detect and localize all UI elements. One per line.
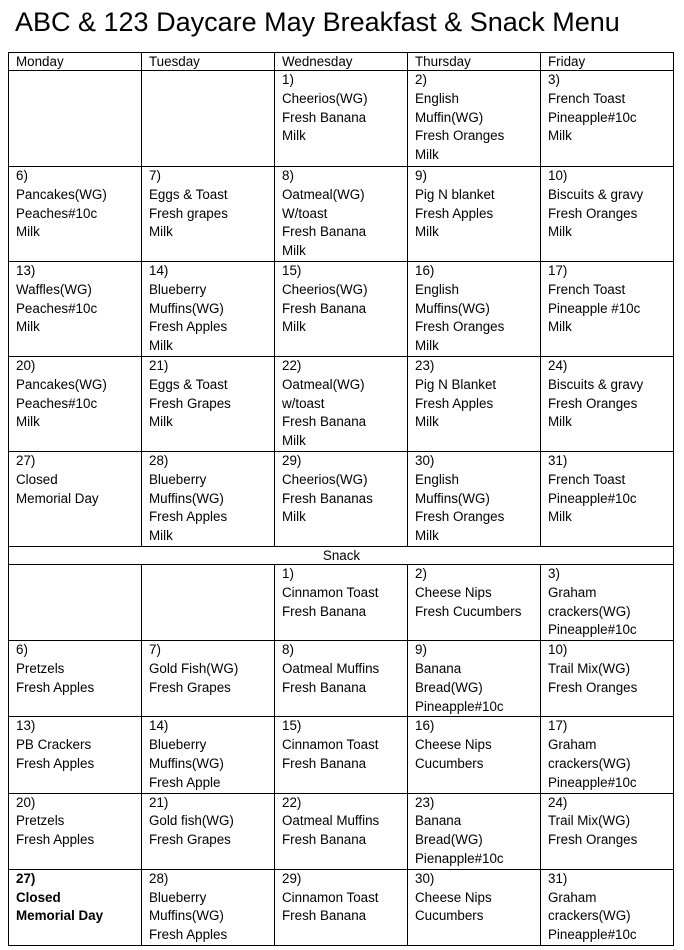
menu-item-text: Pretzels	[16, 813, 65, 829]
menu-cell	[275, 71, 408, 167]
menu-item-text: Cinnamon Toast	[282, 737, 379, 753]
menu-item-text: 16)	[415, 263, 435, 278]
menu-item-text: Fresh Banana	[282, 224, 367, 240]
menu-item-text: Muffins(WG)	[149, 300, 224, 316]
menu-item-text: Milk	[149, 338, 173, 354]
menu-item-text: Peaches#10c	[16, 205, 98, 221]
menu-cell	[541, 717, 674, 793]
menu-item-text: Biscuits & gravy	[548, 186, 644, 202]
menu-item-text: Pig N blanket	[415, 186, 495, 202]
menu-item-text: 28)	[149, 870, 169, 886]
menu-item-text: Fresh Oranges	[415, 128, 505, 144]
menu-item-text: Memorial Day	[16, 908, 104, 924]
menu-item-text: Milk	[548, 319, 572, 335]
column-header: Monday	[9, 53, 142, 71]
menu-item-text: crackers(WG)	[548, 908, 631, 924]
menu-item-text: Eggs & Toast	[149, 186, 228, 202]
header-row	[9, 53, 674, 71]
breakfast-row	[9, 167, 674, 262]
menu-item-text: 8)	[282, 642, 294, 658]
menu-item-text: Cinnamon Toast	[282, 889, 379, 905]
menu-item-text: 7)	[149, 642, 161, 658]
menu-cell	[541, 357, 674, 452]
menu-item-text: Cheerios(WG)	[282, 90, 368, 106]
menu-item-text: 31)	[548, 453, 568, 468]
menu-cell	[9, 793, 142, 869]
breakfast-row	[9, 71, 674, 167]
menu-item-text: 8)	[282, 168, 294, 183]
menu-cell	[408, 262, 541, 357]
menu-item-text: Fresh Oranges	[548, 395, 638, 411]
menu-cell	[9, 71, 142, 167]
menu-item-text: Peaches#10c	[16, 395, 98, 411]
menu-item-text: 27)	[16, 453, 36, 468]
menu-item-text: 13)	[16, 718, 36, 734]
menu-item-text: Fresh Apples	[149, 927, 228, 943]
menu-item-text: Fresh Oranges	[548, 679, 638, 695]
snack-row	[9, 717, 674, 793]
column-header: Wednesday	[275, 53, 408, 71]
menu-item-text: Fresh Apples	[149, 319, 228, 335]
menu-cell	[142, 452, 275, 547]
snack-row	[9, 565, 674, 641]
menu-item-text: Milk	[149, 414, 173, 430]
menu-item-text: Milk	[16, 319, 40, 335]
menu-item-text: 29)	[282, 453, 302, 468]
menu-item-text: Fresh Apples	[415, 395, 494, 411]
menu-item-text: Fresh Grapes	[149, 832, 231, 848]
menu-item-text: Graham	[548, 584, 597, 600]
menu-item-text: Pancakes(WG)	[16, 376, 107, 392]
menu-item-text: Blueberry	[149, 281, 207, 297]
menu-item-text: English	[415, 90, 459, 106]
menu-cell	[408, 641, 541, 717]
menu-cell	[275, 357, 408, 452]
menu-item-text: Milk	[282, 433, 306, 449]
menu-cell	[9, 452, 142, 547]
menu-item-text: Fresh Banana	[282, 755, 367, 771]
menu-item-text: Waffles(WG)	[16, 281, 92, 297]
menu-item-text: 20)	[16, 794, 36, 810]
menu-item-text: 1)	[282, 566, 294, 581]
menu-item-text: Fresh Cucumbers	[415, 603, 522, 619]
menu-item-text: Memorial Day	[16, 490, 99, 506]
menu-cell	[541, 869, 674, 945]
snack-row	[9, 641, 674, 717]
menu-item-text: Fresh Apples	[16, 755, 95, 771]
menu-cell	[275, 641, 408, 717]
menu-item-text: Blueberry	[149, 471, 207, 487]
menu-item-text: Oatmeal(WG)	[282, 186, 365, 202]
menu-item-text: Eggs & Toast	[149, 376, 228, 392]
menu-item-text: Muffins(WG)	[149, 908, 224, 924]
menu-item-text: Oatmeal Muffins	[282, 660, 380, 676]
menu-cell	[275, 869, 408, 945]
menu-item-text: Pineapple#10c	[548, 109, 637, 125]
menu-item-text: Blueberry	[149, 737, 207, 753]
menu-item-text: Fresh Oranges	[415, 319, 505, 335]
menu-item-text: Fresh Apples	[16, 832, 95, 848]
menu-item-text: w/toast	[282, 395, 325, 411]
menu-item-text: Cucumbers	[415, 908, 484, 924]
menu-item-text: Cheerios(WG)	[282, 471, 368, 487]
menu-item-text: Cucumbers	[415, 755, 484, 771]
snack-section-label: Snack	[9, 547, 674, 565]
menu-item-text: Fresh Apple	[149, 774, 221, 790]
menu-item-text: 2)	[415, 566, 427, 581]
menu-cell	[541, 452, 674, 547]
menu-item-text: Pineapple#10c	[415, 698, 504, 714]
menu-item-text: 6)	[16, 642, 28, 658]
menu-item-text: Closed	[16, 471, 58, 487]
menu-item-text: English	[415, 471, 459, 487]
menu-item-text: 13)	[16, 263, 36, 278]
menu-table	[8, 52, 674, 946]
menu-cell	[142, 167, 275, 262]
menu-item-text: 21)	[149, 794, 169, 810]
menu-item-text: Fresh Banana	[282, 414, 367, 430]
menu-cell	[541, 641, 674, 717]
page-title: ABC & 123 Daycare May Breakfast & Snack Menu	[15, 7, 620, 37]
menu-cell	[142, 71, 275, 167]
menu-item-text: 24)	[548, 358, 568, 373]
menu-item-text: Fresh Banana	[282, 832, 367, 848]
menu-item-text: Trail Mix(WG)	[548, 660, 631, 676]
menu-cell	[9, 262, 142, 357]
menu-cell	[541, 793, 674, 869]
menu-item-text: Fresh Banana	[282, 300, 367, 316]
menu-cell	[541, 262, 674, 357]
menu-cell	[275, 565, 408, 641]
menu-item-text: Milk	[415, 224, 439, 240]
menu-cell	[142, 717, 275, 793]
menu-item-text: Milk	[282, 319, 306, 335]
menu-item-text: 3)	[548, 72, 560, 87]
menu-item-text: Milk	[415, 338, 439, 354]
menu-item-text: Muffins(WG)	[149, 755, 224, 771]
menu-item-text: Fresh Banana	[282, 109, 367, 125]
menu-item-text: Milk	[16, 414, 40, 430]
menu-item-text: 30)	[415, 453, 435, 468]
menu-item-text: Fresh Banana	[282, 908, 367, 924]
menu-item-text: 17)	[548, 263, 568, 278]
snack-row	[9, 793, 674, 869]
menu-cell	[408, 452, 541, 547]
menu-item-text: Fresh Banana	[282, 603, 367, 619]
menu-cell	[408, 717, 541, 793]
menu-cell	[275, 717, 408, 793]
menu-cell	[408, 565, 541, 641]
menu-cell	[275, 167, 408, 262]
menu-item-text: Cheerios(WG)	[282, 281, 368, 297]
menu-cell	[408, 869, 541, 945]
menu-cell	[541, 167, 674, 262]
menu-item-text: 16)	[415, 718, 435, 734]
menu-item-text: Fresh Oranges	[548, 205, 638, 221]
breakfast-row	[9, 357, 674, 452]
menu-item-text: Milk	[149, 528, 173, 544]
menu-item-text: Pineapple#10c	[548, 927, 637, 943]
menu-item-text: Graham	[548, 737, 597, 753]
menu-item-text: Pretzels	[16, 660, 65, 676]
menu-item-text: Fresh Grapes	[149, 395, 231, 411]
menu-item-text: 2)	[415, 72, 427, 87]
menu-item-text: Milk	[415, 414, 439, 430]
menu-table-body	[9, 53, 674, 946]
column-header: Tuesday	[142, 53, 275, 71]
menu-item-text: 23)	[415, 358, 435, 373]
menu-item-text: 23)	[415, 794, 435, 810]
menu-item-text: Milk	[282, 243, 306, 259]
menu-item-text: 17)	[548, 718, 568, 734]
menu-item-text: Milk	[282, 509, 306, 525]
menu-cell	[408, 357, 541, 452]
menu-item-text: Milk	[548, 224, 572, 240]
menu-item-text: Oatmeal(WG)	[282, 376, 365, 392]
menu-cell	[142, 565, 275, 641]
menu-item-text: 15)	[282, 263, 302, 278]
menu-cell	[142, 869, 275, 945]
menu-item-text: Milk	[282, 128, 306, 144]
menu-item-text: English	[415, 281, 459, 297]
column-header: Friday	[541, 53, 674, 71]
menu-item-text: 9)	[415, 168, 427, 183]
menu-item-text: Fresh Oranges	[415, 509, 505, 525]
menu-item-text: Milk	[548, 128, 572, 144]
menu-item-text: Pineapple#10c	[548, 774, 637, 790]
menu-cell	[9, 565, 142, 641]
menu-item-text: Fresh Apples	[16, 679, 95, 695]
menu-cell	[9, 357, 142, 452]
menu-item-text: 7)	[149, 168, 161, 183]
menu-item-text: 21)	[149, 358, 169, 373]
menu-item-text: Graham	[548, 889, 597, 905]
menu-item-text: Fresh Oranges	[548, 832, 638, 848]
menu-item-text: Gold fish(WG)	[149, 813, 234, 829]
menu-item-text: Bread(WG)	[415, 679, 483, 695]
menu-item-text: Fresh Bananas	[282, 490, 373, 506]
menu-item-text: Peaches#10c	[16, 300, 98, 316]
menu-item-text: Pig N Blanket	[415, 376, 497, 392]
menu-item-text: Milk	[16, 224, 40, 240]
menu-cell	[142, 641, 275, 717]
menu-cell	[142, 357, 275, 452]
menu-item-text: French Toast	[548, 471, 626, 487]
menu-item-text: French Toast	[548, 281, 626, 297]
menu-item-text: Cinnamon Toast	[282, 584, 379, 600]
menu-item-text: Pineapple #10c	[548, 300, 641, 316]
menu-cell	[275, 452, 408, 547]
menu-item-text: Fresh Apples	[149, 509, 228, 525]
menu-item-text: Muffins(WG)	[415, 490, 490, 506]
menu-item-text: 6)	[16, 168, 28, 183]
menu-item-text: 1)	[282, 72, 294, 87]
menu-item-text: W/toast	[282, 205, 328, 221]
menu-item-text: Gold Fish(WG)	[149, 660, 239, 676]
menu-item-text: Pienapple#10c	[415, 850, 504, 866]
menu-item-text: crackers(WG)	[548, 755, 631, 771]
menu-cell	[9, 641, 142, 717]
menu-item-text: 14)	[149, 263, 169, 278]
menu-item-text: 31)	[548, 870, 568, 886]
breakfast-row	[9, 262, 674, 357]
menu-item-text: Muffins(WG)	[149, 490, 224, 506]
menu-item-text: Cheese Nips	[415, 737, 492, 753]
menu-item-text: Fresh Banana	[282, 679, 367, 695]
menu-item-text: 3)	[548, 566, 560, 581]
menu-item-text: Trail Mix(WG)	[548, 813, 631, 829]
menu-cell	[541, 71, 674, 167]
menu-item-text: 20)	[16, 358, 36, 373]
menu-item-text: 9)	[415, 642, 427, 658]
menu-item-text: Cheese Nips	[415, 584, 492, 600]
menu-cell	[275, 262, 408, 357]
snack-section-row	[9, 547, 674, 565]
menu-item-text: Closed	[16, 889, 61, 905]
menu-cell	[9, 167, 142, 262]
menu-item-text: PB Crackers	[16, 737, 92, 753]
menu-item-text: Blueberry	[149, 889, 207, 905]
menu-item-text: Muffin(WG)	[415, 109, 484, 125]
menu-cell	[9, 869, 142, 945]
menu-item-text: Milk	[149, 224, 173, 240]
menu-cell	[408, 167, 541, 262]
menu-item-text: 10)	[548, 168, 568, 183]
menu-item-text: Milk	[415, 528, 439, 544]
menu-item-text: Fresh Apples	[415, 205, 494, 221]
menu-item-text: 29)	[282, 870, 302, 886]
menu-cell	[142, 262, 275, 357]
menu-cell	[408, 71, 541, 167]
menu-item-text: Milk	[415, 147, 439, 163]
menu-item-text: French Toast	[548, 90, 626, 106]
menu-item-text: 30)	[415, 870, 435, 886]
menu-item-text: Oatmeal Muffins	[282, 813, 380, 829]
menu-item-text: Milk	[548, 509, 572, 525]
menu-item-text: 24)	[548, 794, 568, 810]
menu-item-text: 10)	[548, 642, 568, 658]
menu-item-text: Bread(WG)	[415, 832, 483, 848]
menu-item-text: 28)	[149, 453, 169, 468]
column-header: Thursday	[408, 53, 541, 71]
menu-item-text: 22)	[282, 358, 302, 373]
menu-item-text: Muffins(WG)	[415, 300, 490, 316]
menu-item-text: Biscuits & gravy	[548, 376, 644, 392]
menu-item-text: Banana	[415, 813, 462, 829]
menu-item-text: 27)	[16, 870, 36, 886]
menu-item-text: Cheese Nips	[415, 889, 492, 905]
menu-item-text: Pancakes(WG)	[16, 186, 107, 202]
snack-row	[9, 869, 674, 945]
menu-cell	[142, 793, 275, 869]
menu-item-text: Pineapple#10c	[548, 622, 637, 638]
menu-item-text: Fresh grapes	[149, 205, 228, 221]
menu-item-text: 14)	[149, 718, 169, 734]
menu-item-text: Banana	[415, 660, 462, 676]
breakfast-row	[9, 452, 674, 547]
menu-item-text: Fresh Grapes	[149, 679, 231, 695]
menu-item-text: 22)	[282, 794, 302, 810]
menu-cell	[541, 565, 674, 641]
menu-item-text: crackers(WG)	[548, 603, 631, 619]
menu-item-text: Pineapple#10c	[548, 490, 637, 506]
menu-item-text: 15)	[282, 718, 302, 734]
menu-cell	[275, 793, 408, 869]
menu-item-text: Milk	[548, 414, 572, 430]
menu-cell	[9, 717, 142, 793]
menu-cell	[408, 793, 541, 869]
